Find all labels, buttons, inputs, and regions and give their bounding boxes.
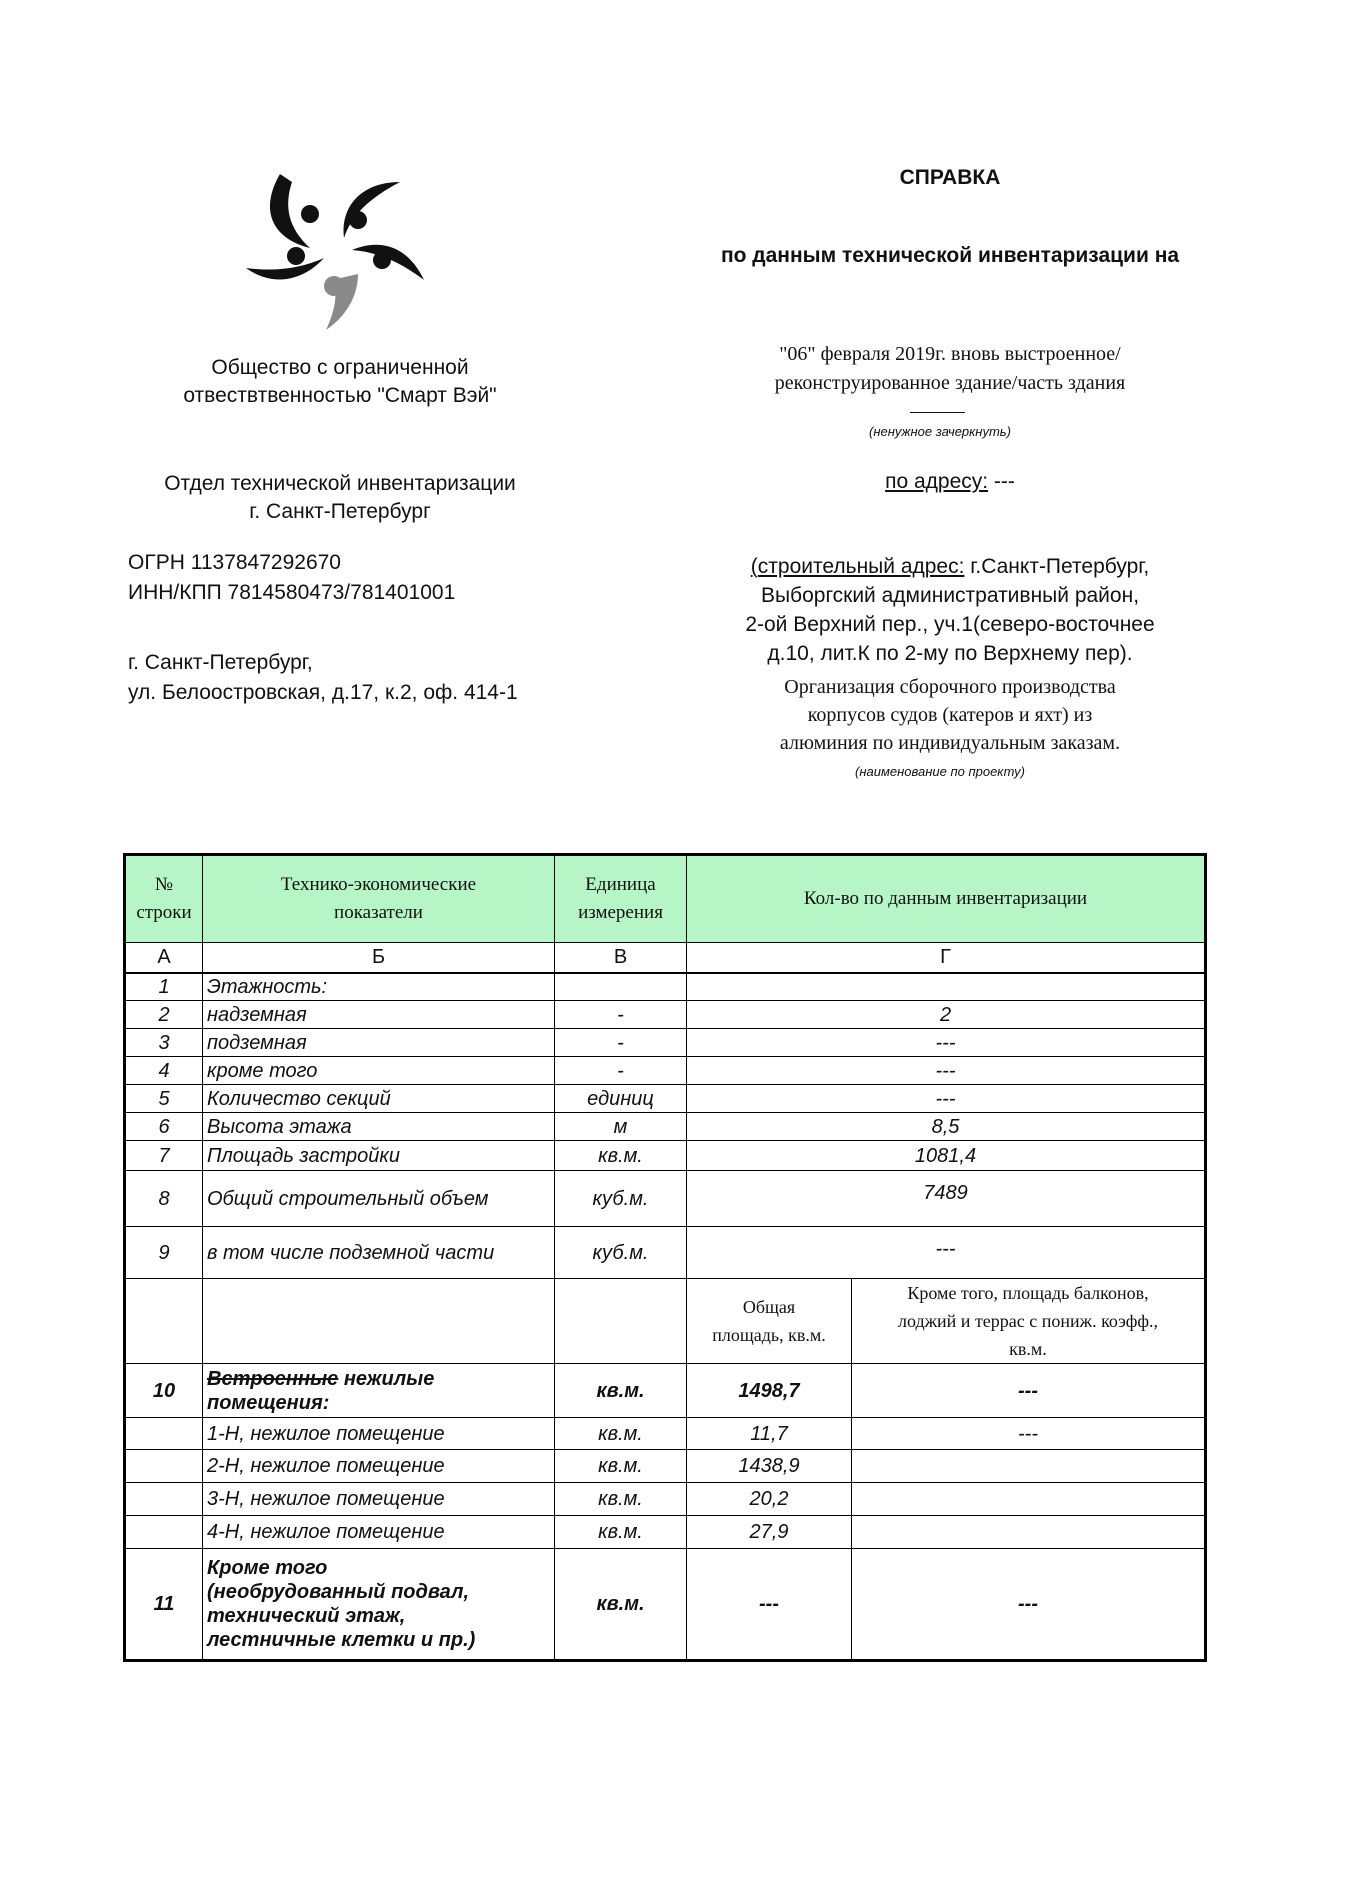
row-unit: - — [555, 1057, 687, 1085]
letter-b: Б — [203, 943, 555, 973]
build-addr-line4: д.10, лит.К по 2-му по Верхнему пер). — [767, 642, 1133, 665]
org-address-line2: ул. Белоостровская, д.17, к.2, оф. 414-1 — [128, 681, 518, 704]
row10-name-line2: помещения: — [207, 1391, 330, 1414]
row-value: 7489 — [687, 1171, 1206, 1227]
header-unit-line2: измерения — [578, 902, 663, 923]
row-unit: кв.м. — [555, 1549, 687, 1661]
row-total: 1498,7 — [687, 1364, 852, 1418]
sub-header-row — [125, 1279, 1206, 1364]
org-address — [128, 648, 518, 708]
sub-header-extra-line1: Кроме того, площадь балконов, — [907, 1283, 1149, 1303]
header-num-line1: № — [154, 874, 174, 895]
row-total: 11,7 — [687, 1418, 852, 1450]
row-num: 4 — [125, 1057, 203, 1085]
row-unit: кв.м. — [555, 1450, 687, 1483]
row-value: --- — [687, 1085, 1206, 1113]
row-total: 27,9 — [687, 1516, 852, 1549]
indicators-table — [123, 853, 1207, 1662]
row-extra — [852, 1483, 1206, 1516]
row-value: 1081,4 — [687, 1141, 1206, 1171]
row11-name-line2: (необрудованный подвал, — [207, 1581, 470, 1603]
row-name — [203, 1364, 555, 1418]
header-quantity: Кол-во по данным инвентаризации — [687, 855, 1206, 943]
project-note: (наименование по проекту) — [855, 764, 1025, 779]
inn-kpp: ИНН/КПП 7814580473/781401001 — [128, 581, 456, 604]
row-total: 20,2 — [687, 1483, 852, 1516]
row-value: 8,5 — [687, 1113, 1206, 1141]
dept-name-line2: г. Санкт-Петербург — [249, 500, 431, 523]
project-line2: корпусов судов (катеров и яхт) из — [807, 704, 1093, 726]
row-num — [125, 1516, 203, 1549]
address-label: по адресу: — [885, 470, 989, 493]
org-name-line1: Общество с ограниченной — [211, 356, 469, 379]
header-num-line2: строки — [136, 902, 192, 923]
date-divider — [910, 412, 965, 413]
company-logo — [240, 168, 440, 338]
row-num: 6 — [125, 1113, 203, 1141]
row-unit: кв.м. — [555, 1364, 687, 1418]
doc-title: СПРАВКА — [899, 166, 1001, 189]
table-header-row — [125, 855, 1206, 943]
table-row — [125, 1450, 1206, 1483]
sub-header-total — [687, 1279, 852, 1364]
row-unit: м — [555, 1113, 687, 1141]
org-address-line1: г. Санкт-Петербург, — [128, 651, 313, 674]
table-row — [125, 1483, 1206, 1516]
row-name: надземная — [203, 1001, 555, 1029]
row-value: 2 — [687, 1001, 1206, 1029]
sub-header-empty — [555, 1279, 687, 1364]
date-line2: реконструированное здание/часть здания — [774, 372, 1126, 394]
row-unit: - — [555, 1029, 687, 1057]
row-name: Общий строительный объем — [203, 1171, 555, 1227]
row-num: 11 — [125, 1549, 203, 1661]
row-value: --- — [687, 1057, 1206, 1085]
table-row — [125, 1085, 1206, 1113]
row-num: 5 — [125, 1085, 203, 1113]
row-value: --- — [687, 1029, 1206, 1057]
row10-name-line1 — [207, 1367, 550, 1391]
table-row-11 — [125, 1549, 1206, 1661]
row-name — [203, 1549, 555, 1661]
header-unit-line1: Единица — [585, 874, 656, 895]
row-extra: --- — [852, 1364, 1206, 1418]
row-unit: кв.м. — [555, 1141, 687, 1171]
table-row — [125, 1001, 1206, 1029]
row-extra: --- — [852, 1549, 1206, 1661]
ogrn: ОГРН 1137847292670 — [128, 551, 341, 574]
row-name: в том числе подземной части — [203, 1227, 555, 1279]
row-name: подземная — [203, 1029, 555, 1057]
row-num: 1 — [125, 973, 203, 1001]
header-num — [125, 855, 203, 943]
row-unit: кв.м. — [555, 1483, 687, 1516]
row-name: Площадь застройки — [203, 1141, 555, 1171]
row-name: 1-Н, нежилое помещение — [203, 1418, 555, 1450]
sub-header-total-line1: Общая — [742, 1297, 796, 1317]
org-name-line2: отвествтвенностью "Смарт Вэй" — [183, 384, 497, 407]
header-indicator-line2: показатели — [334, 902, 423, 923]
sub-header-empty — [203, 1279, 555, 1364]
project-line1: Организация сборочного производства — [784, 676, 1116, 698]
row-name: Этажность: — [203, 973, 555, 1001]
build-addr-line2: Выборгский административный район, — [760, 584, 1140, 607]
row-num: 8 — [125, 1171, 203, 1227]
department-name — [130, 470, 550, 526]
row-num — [125, 1483, 203, 1516]
row-name: 4-Н, нежилое помещение — [203, 1516, 555, 1549]
header-indicator — [203, 855, 555, 943]
letter-a: А — [125, 943, 203, 973]
header-indicator-line1: Технико-экономические — [280, 874, 477, 895]
address-line — [700, 470, 1200, 494]
row-total: 1438,9 — [687, 1450, 852, 1483]
row-unit: куб.м. — [555, 1227, 687, 1279]
row-unit — [555, 973, 687, 1001]
strike-note: (ненужное зачеркнуть) — [869, 424, 1011, 439]
row11-name-line3: технический этаж, — [207, 1605, 406, 1627]
org-identifiers — [128, 548, 455, 608]
row-unit: кв.м. — [555, 1418, 687, 1450]
building-address — [680, 552, 1220, 668]
row-name: Высота этажа — [203, 1113, 555, 1141]
row-unit: - — [555, 1001, 687, 1029]
table-row — [125, 973, 1206, 1001]
row-value: --- — [687, 1227, 1206, 1279]
row-extra: --- — [852, 1418, 1206, 1450]
table-row — [125, 1227, 1206, 1279]
build-addr-city: г.Санкт-Петербург, — [964, 555, 1150, 578]
table-letters-row — [125, 943, 1206, 973]
sub-header-extra-line3: кв.м. — [1009, 1339, 1047, 1359]
build-addr-line3: 2-ой Верхний пер., уч.1(северо-восточнее — [745, 613, 1155, 636]
row10-name-rest: нежилые — [338, 1367, 435, 1390]
build-addr-line1 — [680, 552, 1220, 581]
row-num: 10 — [125, 1364, 203, 1418]
header-unit — [555, 855, 687, 943]
project-name — [680, 673, 1220, 757]
row-name: 2-Н, нежилое помещение — [203, 1450, 555, 1483]
doc-subtitle: по данным технической инвентаризации на — [720, 244, 1180, 267]
row-num — [125, 1418, 203, 1450]
row-unit: куб.м. — [555, 1171, 687, 1227]
build-addr-label: строительный адрес: — [757, 555, 965, 578]
sub-header-total-line2: площадь, кв.м. — [712, 1325, 826, 1345]
date-line1: "06" февраля 2019г. вновь выстроенное/ — [779, 343, 1121, 365]
row-name: Количество секций — [203, 1085, 555, 1113]
row-extra — [852, 1450, 1206, 1483]
letter-g: Г — [687, 943, 1206, 973]
table-row — [125, 1057, 1206, 1085]
row-num: 7 — [125, 1141, 203, 1171]
dept-name-line1: Отдел технической инвентаризации — [164, 472, 516, 495]
org-name — [130, 354, 550, 410]
row-num: 2 — [125, 1001, 203, 1029]
build-addr-open: ( — [750, 555, 758, 578]
row-value — [687, 973, 1206, 1001]
table-row — [125, 1141, 1206, 1171]
table-row-10 — [125, 1364, 1206, 1418]
row-unit: единиц — [555, 1085, 687, 1113]
date-line — [680, 340, 1220, 398]
address-value: --- — [988, 470, 1015, 493]
table-row — [125, 1516, 1206, 1549]
row-extra — [852, 1516, 1206, 1549]
row-num: 9 — [125, 1227, 203, 1279]
table-row — [125, 1113, 1206, 1141]
row-total: --- — [687, 1549, 852, 1661]
row-name: 3-Н, нежилое помещение — [203, 1483, 555, 1516]
table-row — [125, 1029, 1206, 1057]
row-num — [125, 1450, 203, 1483]
table-row — [125, 1171, 1206, 1227]
row10-name-strike: Встроенные — [207, 1367, 339, 1390]
row11-name-line4: лестничные клетки и пр.) — [207, 1629, 476, 1651]
row-unit: кв.м. — [555, 1516, 687, 1549]
project-line3: алюминия по индивидуальным заказам. — [779, 732, 1121, 754]
table-row — [125, 1418, 1206, 1450]
letter-v: В — [555, 943, 687, 973]
sub-header-empty — [125, 1279, 203, 1364]
sub-header-extra-line2: лоджий и террас с пониж. коэфф., — [897, 1311, 1158, 1331]
row11-name-line1: Кроме того — [207, 1557, 328, 1579]
sub-header-extra — [852, 1279, 1206, 1364]
row-name: кроме того — [203, 1057, 555, 1085]
row-num: 3 — [125, 1029, 203, 1057]
